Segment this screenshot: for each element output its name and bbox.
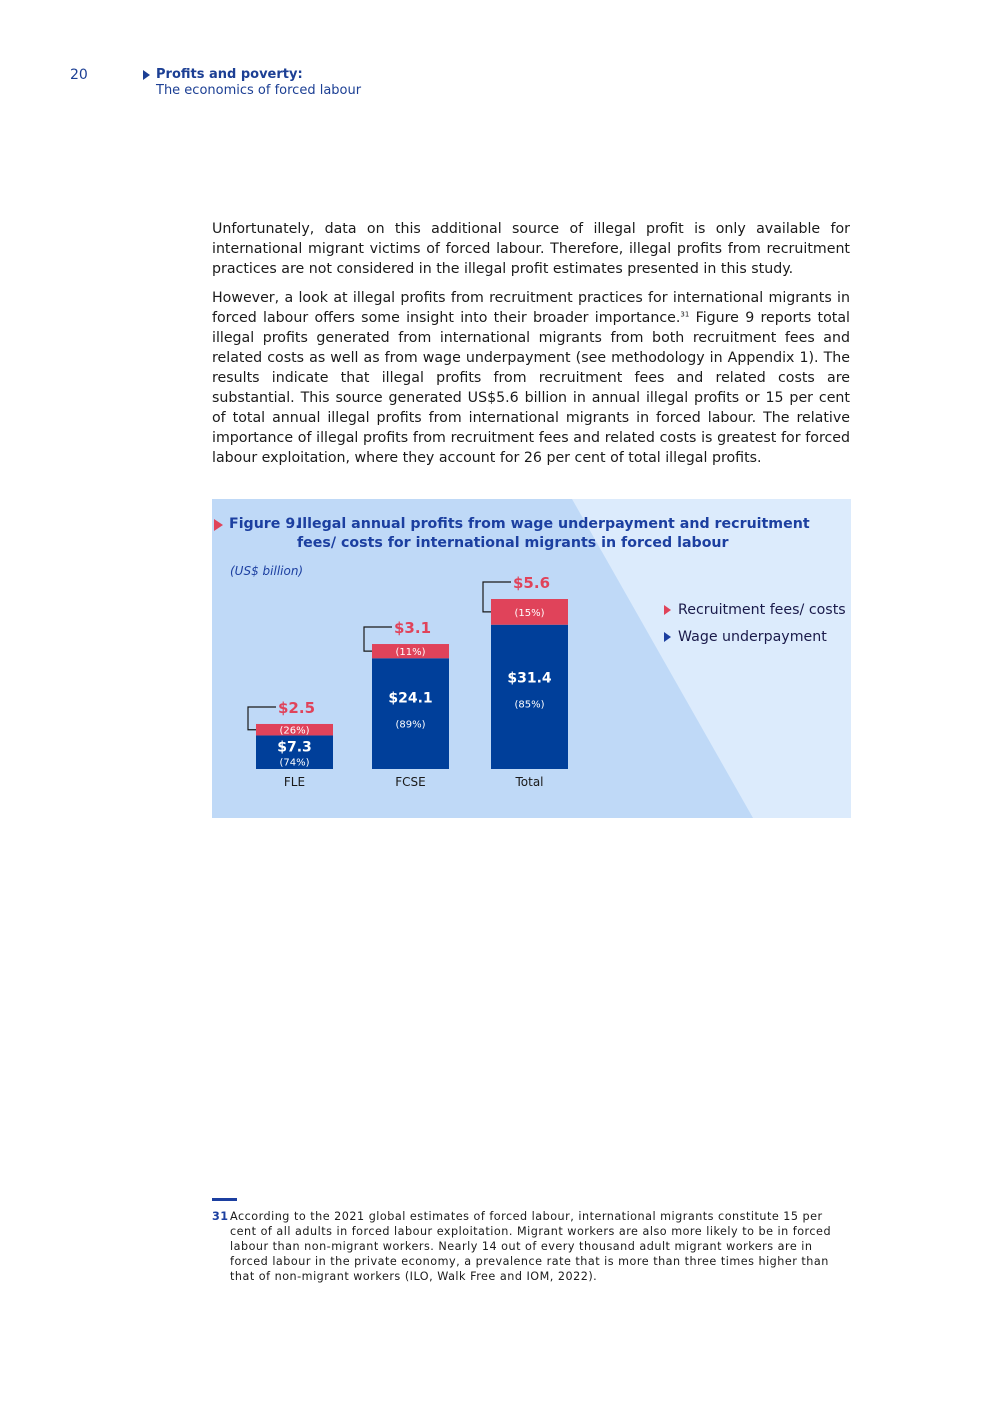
value-wage-fcse: $24.1: [388, 690, 433, 707]
page-number: 20: [70, 67, 88, 83]
share-wage-fle: (74%): [279, 757, 310, 769]
category-label-fle: FLE: [283, 775, 306, 789]
value-recruitment-fle: $2.5: [278, 698, 316, 717]
share-wage-total: (85%): [514, 699, 545, 711]
footnote-number: 31: [212, 1210, 229, 1223]
paragraph-2: [212, 288, 850, 468]
footnote-rule: [212, 1198, 237, 1201]
value-wage-total: $31.4: [507, 670, 552, 687]
value-recruitment-total: $5.6: [513, 574, 551, 592]
header-arrow-icon: [143, 70, 150, 80]
bar-wage-fcse: [372, 658, 449, 769]
figure-title: Illegal annual profits from wage underpayment and recruitment fees/ costs for international migrants in forced labour: [297, 516, 810, 551]
share-wage-fcse: (89%): [395, 719, 426, 731]
share-recruitment-fcse: (11%): [395, 647, 426, 659]
running-title: Profits and poverty:: [156, 67, 303, 82]
footnote-reference[interactable]: 31: [680, 310, 690, 319]
figure-9: [212, 499, 851, 818]
legend-wage-icon: [664, 632, 671, 642]
running-header: [143, 67, 361, 99]
share-recruitment-fle: (26%): [279, 725, 310, 737]
footnote: [212, 1209, 850, 1284]
value-wage-fle: $7.3: [277, 739, 312, 756]
running-subtitle: The economics of forced labour: [156, 83, 362, 98]
paragraph-2-part-b: Figure 9 reports total illegal profits generated from international migrants from both recruitment fees and related costs as well as from wage underpayment (see methodology in Appendix 1). The results indicate that illegal profits from recruitment fees and related costs are substantial. This source generated US$5.6 billion in annual illegal profits or 15 per cent of total annual illegal profits from international migrants in forced labour. The relative importance of illegal profits from recruitment fees and related costs is greatest for forced labour exploitation, where they account for 26 per cent of total illegal profits.: [212, 310, 850, 466]
legend-item-wage: [664, 629, 848, 646]
legend-item-recruitment: [664, 602, 848, 619]
bar-wage-total: [491, 625, 568, 769]
stacked-bar-chart: [212, 499, 851, 818]
category-label-fcse: FCSE: [395, 775, 426, 789]
category-label-total: Total: [515, 775, 544, 789]
paragraph-1: Unfortunately, data on this additional source of illegal profit is only available for international migrant victims of forced labour. Therefore, illegal profits from recruitment practices are not considered in the illegal profit estimates presented in this study.: [212, 221, 850, 277]
value-recruitment-fcse: $3.1: [394, 619, 432, 638]
footnote-text: According to the 2021 global estimates of forced labour, international migrants constitute 15 per cent of all adults in forced labour exploitation. Migrant workers are also more likely to be in forced labour than non-migrant workers. Nearly 14 out of every thousand adult migrant workers are in forced labour in the private economy, a prevalence rate that is more than three times higher than that of non-migrant workers (ILO, Walk Free and IOM, 2022).: [230, 1210, 832, 1283]
paragraph-2-part-a: However, a look at illegal profits from recruitment practices for international migrants in forced labour offers some insight into their broader importance.: [212, 290, 850, 326]
figure-unit: (US$ billion): [230, 564, 304, 578]
chart-legend: [664, 602, 848, 656]
figure-number: Figure 9.: [229, 516, 301, 532]
share-recruitment-total: (15%): [514, 607, 545, 619]
legend-recruitment-icon: [664, 605, 671, 615]
legend-recruitment-label: Recruitment fees/ costs: [678, 602, 846, 618]
legend-wage-label: Wage underpayment: [678, 629, 827, 645]
